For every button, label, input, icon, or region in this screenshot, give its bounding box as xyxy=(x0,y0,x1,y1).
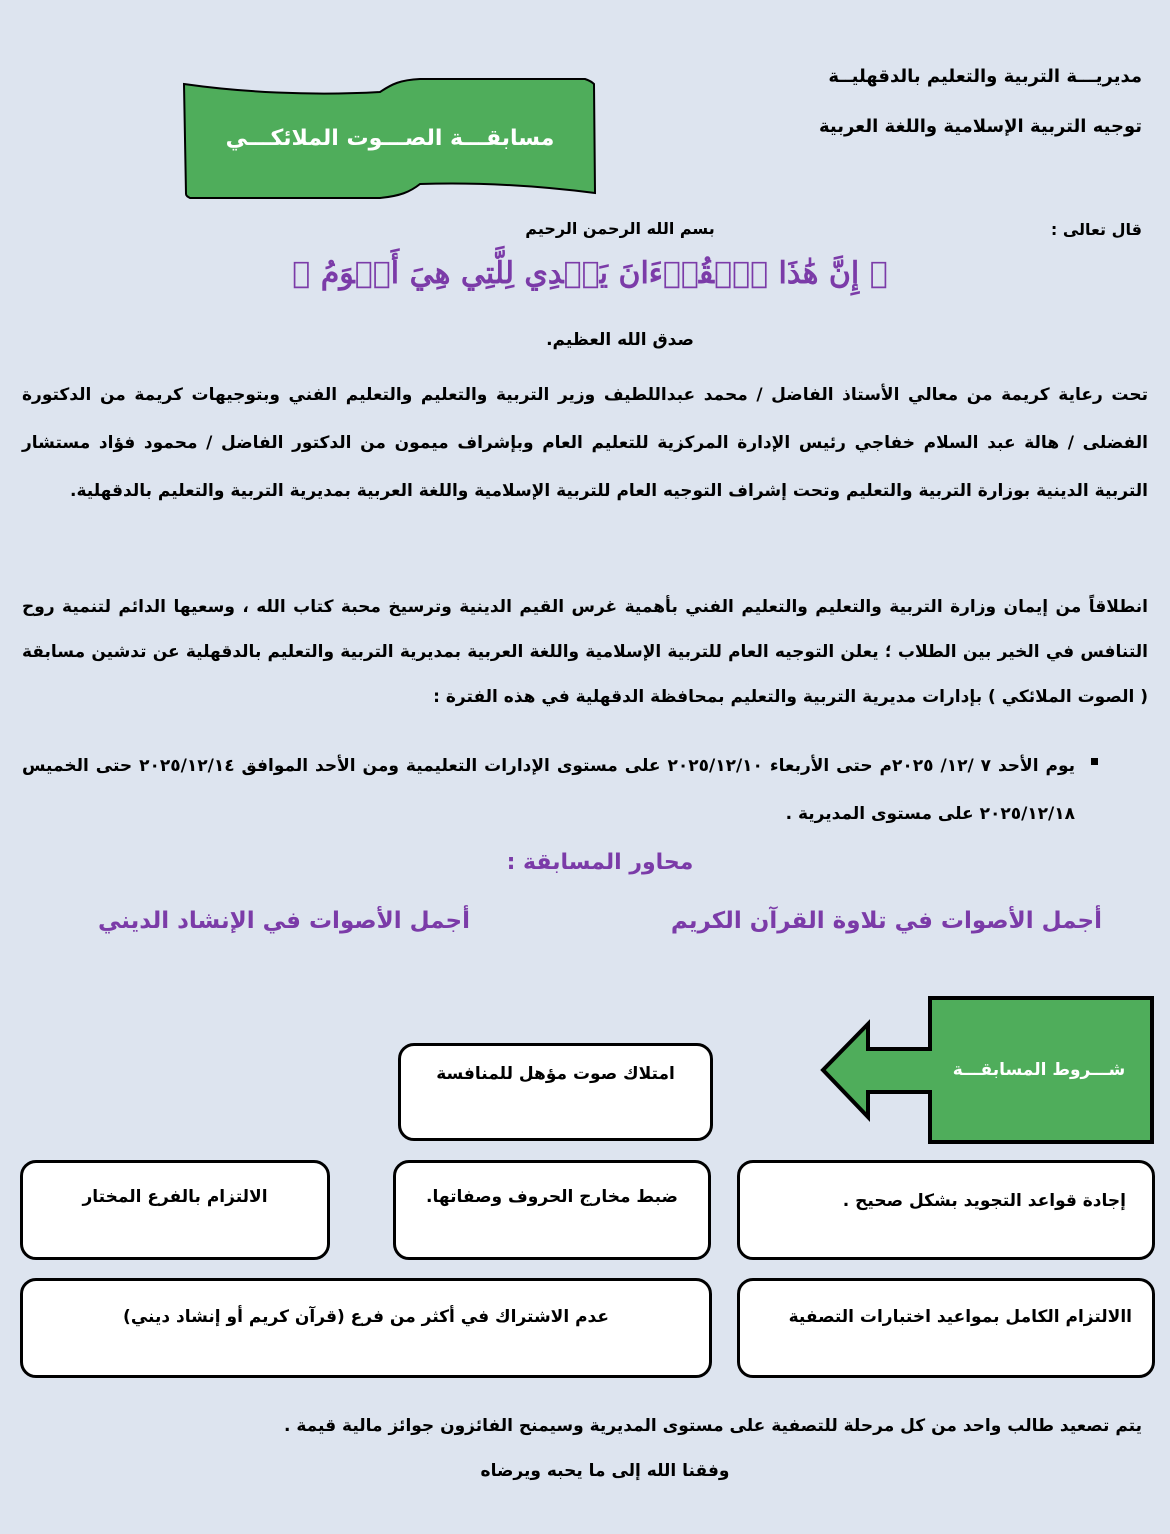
bullet-icon xyxy=(1091,758,1098,765)
qualification-note: يتم تصعيد طالب واحد من كل مرحلة للتصفية على مستوى المديرية وسيمنح الفائزون جوائز مالية قيمة . xyxy=(283,1416,1142,1436)
quote-closing: صدق الله العظيم. xyxy=(546,330,694,350)
condition-text: عدم الاشتراك في أكثر من فرع (قرآن كريم أو إنشاد ديني) xyxy=(123,1307,609,1327)
conditions-title: شـــروط المسابقـــة xyxy=(952,1060,1126,1080)
condition-text: ضبط مخارج الحروف وصفاتها. xyxy=(426,1187,678,1207)
condition-box xyxy=(393,1160,711,1260)
quote-intro: قال تعالى : xyxy=(1050,220,1142,239)
condition-box xyxy=(737,1278,1155,1378)
quran-verse: ﴿ إِنَّ هَٰذَا ٱلۡقُرۡءَانَ يَهۡدِي لِلَّتِي هِيَ أَقۡوَمُ ﴾ xyxy=(292,256,888,291)
banner-title: مسابقـــة الصـــوت الملائكـــي xyxy=(225,125,555,151)
condition-box xyxy=(737,1160,1155,1260)
department-name: توجيه التربية الإسلامية واللغة العربية xyxy=(818,116,1142,137)
condition-text: االالتزام الكامل بمواعيد اختبارات التصفية xyxy=(788,1307,1132,1327)
condition-text: امتلاك صوت مؤهل للمنافسة xyxy=(436,1064,675,1084)
axis-religious-chanting: أجمل الأصوات في الإنشاد الديني xyxy=(98,908,471,934)
closing-prayer: وفقنا الله إلى ما يحبه ويرضاه xyxy=(480,1461,730,1481)
schedule-item: يوم الأحد ٧ /١٢/ ٢٠٢٥م حتى الأربعاء ٢٠٢٥/١٢/١٠ على مستوى الإدارات التعليمية ومن الأحد الموافق ٢٠٢٥/١٢/١٤ حتى الخميس ٢٠٢٥/١٢/١٨ على مستوى المديرية . xyxy=(22,756,1075,824)
condition-box xyxy=(398,1043,713,1141)
competition-banner xyxy=(180,78,600,208)
axis-quran-recitation: أجمل الأصوات في تلاوة القرآن الكريم xyxy=(670,908,1102,934)
patronage-paragraph: تحت رعاية كريمة من معالي الأستاذ الفاضل / محمد عبداللطيف وزير التربية والتعليم والتعليم الفني وبتوجيهات كريمة من الدكتورة الفضلى / هالة عبد السلام خفاجي رئيس الإدارة المركزية للتعليم العام وبإشراف ميمون من الدكتور الفاضل / محمود فؤاد مستشار التربية الدينية بوزارة التربية والتعليم وتحت إشراف التوجيه العام للتربية الإسلامية واللغة العربية بمديرية التربية والتعليم بالدقهلية. xyxy=(22,385,1148,501)
condition-text: إجادة قواعد التجويد بشكل صحيح . xyxy=(842,1191,1126,1211)
condition-box xyxy=(20,1278,712,1378)
competition-axes-title: محاور المسابقة : xyxy=(506,850,694,875)
condition-box xyxy=(20,1160,330,1260)
condition-text: الالتزام بالفرع المختار xyxy=(82,1187,268,1207)
basmala: بسم الله الرحمن الرحيم xyxy=(525,219,715,238)
directorate-name: مديريـــة التربية والتعليم بالدقهليــة xyxy=(828,66,1142,87)
announcement-paragraph: انطلاقاً من إيمان وزارة التربية والتعليم والتعليم الفني بأهمية غرس القيم الدينية وترسيخ محبة كتاب الله ، وسعيها الدائم لتنمية روح التنافس في الخير بين الطلاب ؛ يعلن التوجيه العام للتربية الإسلامية واللغة العربية بمديرية التربية والتعليم بالدقهلية عن تدشين مسابقة ( الصوت الملائكي ) بإدارات مديرية التربية والتعليم بمحافظة الدقهلية في هذه الفترة : xyxy=(22,597,1148,707)
